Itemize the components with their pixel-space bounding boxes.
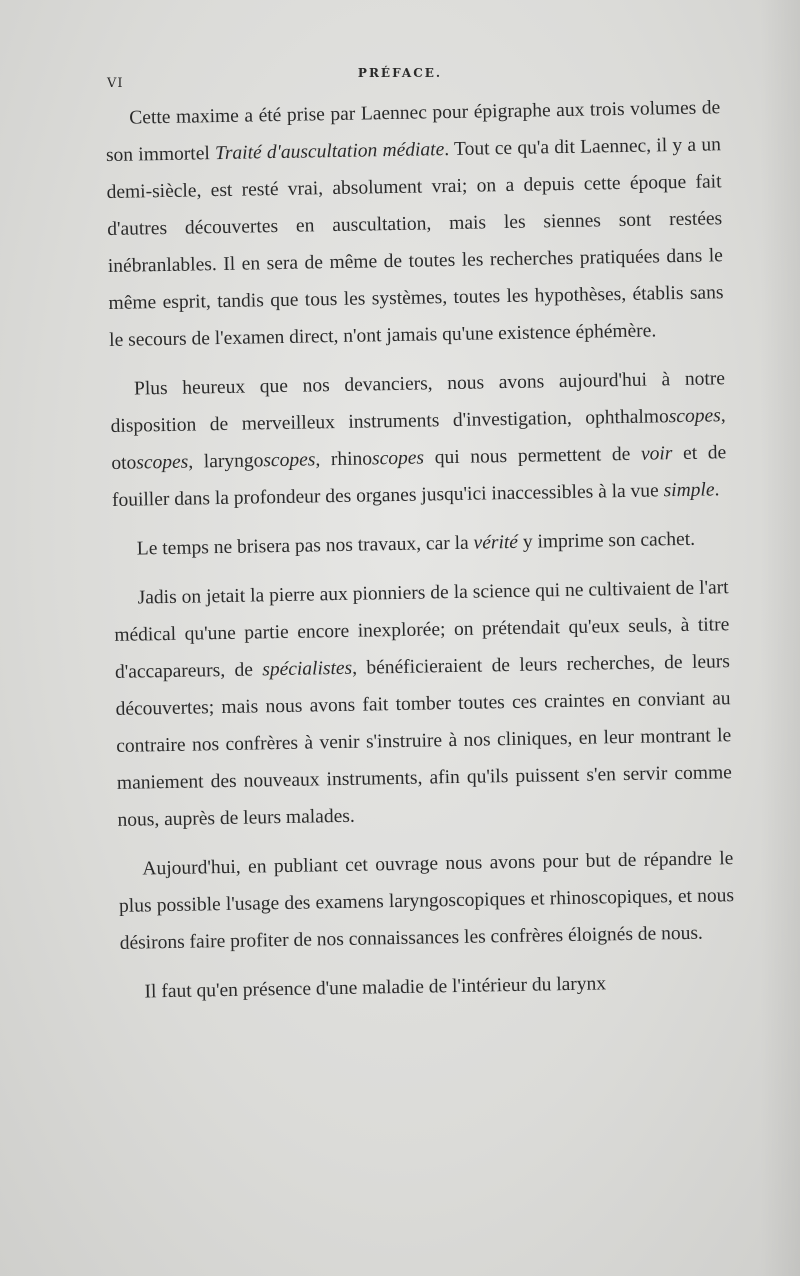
text-run: Plus heureux que nos devanciers, nous avons aujourd'hui à notre disposition de merveilleux instruments d'investigation, ophthalmo (110, 368, 726, 437)
italic-text-run: simple (663, 479, 715, 502)
text-run: , bénéficieraient de leurs recherches, de leurs découvertes; mais nous avons fait tomber toutes ces craintes en conviant au contraire nos confrères à venir s'instruire à nos cliniques, en leur montrant le maniement des nouveaux instruments, afin qu'ils puissent s'en servir comme nous, auprès de leurs malades. (115, 651, 733, 831)
text-run: , oto (111, 405, 726, 474)
page-number: VI (107, 76, 124, 91)
italic-text-run: scopes (263, 449, 316, 472)
text-run: qui nous permettent de (423, 443, 642, 469)
page-body (105, 89, 736, 1023)
italic-text-run: scopes (136, 451, 189, 474)
paragraph-3 (113, 520, 729, 568)
italic-text-run: spécialistes (262, 657, 353, 681)
text-run: , rhino (315, 448, 373, 471)
italic-text-run: scopes (668, 405, 721, 428)
text-run: Le temps ne brisera pas nos travaux, car la (136, 532, 474, 560)
text-run: Il faut qu'en présence d'une maladie de l'intérieur du larynx (144, 973, 607, 1003)
italic-text-run: scopes (371, 447, 425, 470)
paragraph-6 (120, 963, 736, 1011)
italic-text-run: vérité (473, 531, 519, 554)
running-title: PRÉFACE. (357, 66, 443, 80)
text-run: . (714, 479, 720, 501)
italic-text-run: voir (640, 443, 673, 465)
paragraph-5 (118, 840, 735, 962)
text-run: , laryngo (188, 450, 264, 473)
text-run: . Tout ce qu'a dit Laennec, il y a un demi-siècle, est resté vrai, absolument vrai; on a depuis cette époque fait d'autres découvertes en auscultation, mais les siennes sont restées inébranlables. Il en sera de même de toutes les recherches pratiquées dans le même esprit, tandis que tous les systèmes, toutes les hypothèses, établis sans le secours de l'examen direct, n'ont jamais qu'une existence éphémère. (106, 134, 724, 351)
page-header (0, 66, 800, 91)
paragraph-2 (110, 360, 727, 519)
text-run: y imprime son cachet. (517, 528, 696, 553)
page-edge-shadow (760, 0, 800, 1276)
text-run: et de fouiller dans la profondeur des organes jusqu'ici inaccessibles à la vue (111, 442, 727, 511)
text-run: Jadis on jetait la pierre aux pionniers de la science qui ne cultivaient de l'art médical qu'une partie encore inexplorée; on prétendait qu'eux seuls, à titre d'accapareurs, de (114, 577, 730, 683)
text-run: Cette maxime a été prise par Laennec pour épigraphe aux trois volumes de son immortel (105, 97, 721, 166)
paragraph-4 (113, 569, 732, 839)
text-run: Aujourd'hui, en publiant cet ouvrage nous avons pour but de répandre le plus possible l'usage des examens laryngoscopiques et rhinoscopiques, et nous désirons faire profiter de nos connaissances les confrères éloignés de nous. (118, 848, 735, 954)
paragraph-1 (105, 89, 724, 359)
italic-text-run: Traité d'auscultation médiate (214, 139, 445, 165)
